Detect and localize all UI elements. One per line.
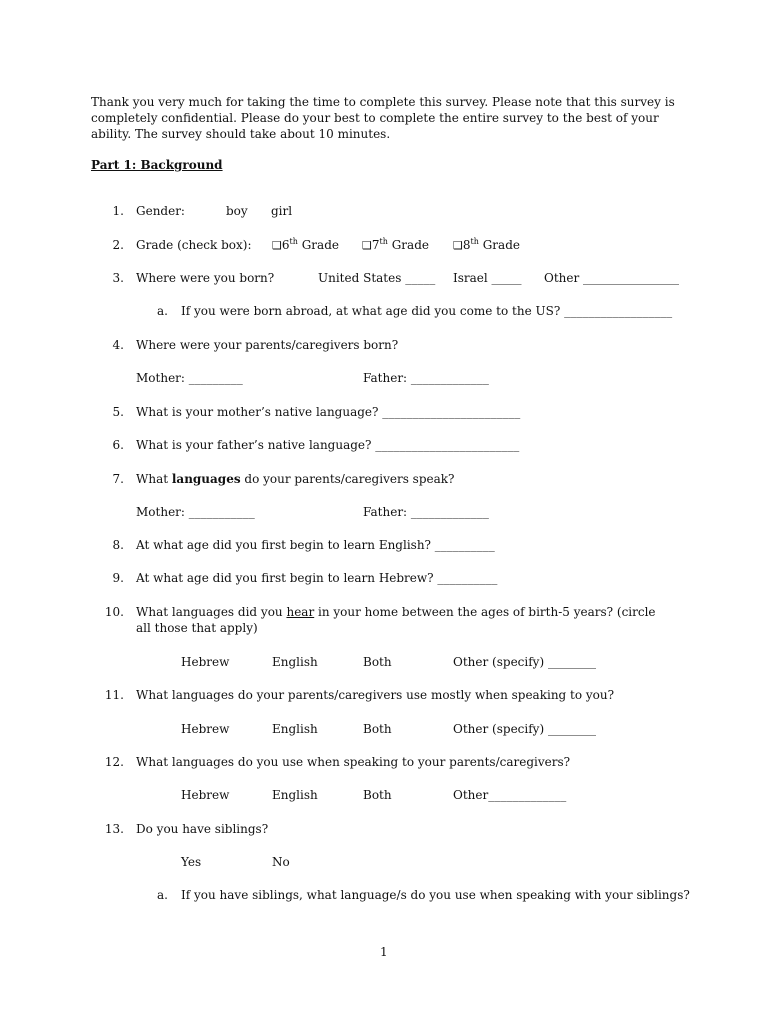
question-letter: a.: [157, 888, 168, 902]
option-other[interactable]: Other (specify) ________: [453, 655, 596, 669]
option-no[interactable]: No: [272, 855, 290, 869]
mother-field[interactable]: Mother: _________: [136, 371, 243, 385]
option-girl[interactable]: girl: [271, 204, 293, 218]
question-number: 6.: [112, 438, 124, 452]
question-number: 8.: [112, 538, 124, 552]
part-title: Part 1: Background: [91, 158, 223, 172]
question-label: What languages do you use when speaking to your parents/caregivers?: [136, 755, 571, 769]
option-both[interactable]: Both: [363, 655, 392, 669]
question-label: [136, 471, 454, 487]
question-label: Do you have siblings?: [136, 822, 269, 836]
grade-word: Grade: [482, 238, 520, 252]
question-label: If you have siblings, what language/s do you use when speaking with your siblings?: [181, 888, 690, 902]
option-hebrew[interactable]: Hebrew: [181, 722, 230, 736]
checkbox-icon: ❑: [272, 239, 282, 252]
question-label: What languages do your parents/caregivers use mostly when speaking to you?: [136, 688, 615, 702]
ordinal-suffix: th: [289, 237, 298, 246]
option-hebrew[interactable]: Hebrew: [181, 655, 230, 669]
question-number: 5.: [112, 405, 124, 419]
grade-number: 8: [462, 238, 471, 252]
question-label: Grade (check box):: [136, 238, 252, 252]
question-number: 13.: [104, 822, 124, 836]
grade-number: 6: [281, 238, 290, 252]
label-emphasis: languages: [171, 472, 241, 486]
label-part: do your parents/caregivers speak?: [240, 472, 455, 486]
question-number: 1.: [112, 204, 124, 218]
option-hebrew[interactable]: Hebrew: [181, 788, 230, 802]
question-number: 2.: [112, 238, 124, 252]
grade-number: 7: [371, 238, 380, 252]
question-letter: a.: [157, 304, 168, 318]
father-field[interactable]: Father: _____________: [363, 505, 489, 519]
option-both[interactable]: Both: [363, 722, 392, 736]
ordinal-suffix: th: [379, 237, 388, 246]
label-part: What: [136, 472, 172, 486]
intro-paragraph: Thank you very much for taking the time to complete this survey. Please note that this survey is completely confidential. Please do your best to complete the entire survey to the best of your ability. The survey should take about 10 minutes.: [91, 95, 675, 141]
father-field[interactable]: Father: _____________: [363, 371, 489, 385]
option-both[interactable]: Both: [363, 788, 392, 802]
option-other[interactable]: Other (specify) ________: [453, 722, 596, 736]
question-label[interactable]: What is your mother’s native language? _______________________: [136, 405, 521, 419]
option-united-states[interactable]: United States _____: [318, 271, 436, 285]
option-boy[interactable]: boy: [226, 204, 248, 218]
option-yes[interactable]: Yes: [181, 855, 202, 869]
page-number: 1: [380, 945, 388, 959]
question-label[interactable]: At what age did you first begin to learn English? __________: [136, 538, 495, 552]
question-label: Gender:: [136, 204, 185, 218]
question-number: 4.: [112, 338, 124, 352]
checkbox-icon: ❑: [453, 239, 463, 252]
option-israel[interactable]: Israel _____: [453, 271, 522, 285]
grade-6-checkbox[interactable]: [272, 237, 339, 254]
question-label: [136, 604, 666, 636]
question-number: 9.: [112, 571, 124, 585]
grade-7-checkbox[interactable]: [362, 237, 429, 254]
checkbox-icon: ❑: [362, 239, 372, 252]
question-number: 10.: [104, 605, 124, 619]
question-label[interactable]: If you were born abroad, at what age did you come to the US? __________________: [181, 304, 673, 318]
grade-word: Grade: [391, 238, 429, 252]
label-emphasis: hear: [286, 605, 315, 619]
question-number: 11.: [104, 688, 124, 702]
option-english[interactable]: English: [272, 788, 318, 802]
question-number: 3.: [112, 271, 124, 285]
question-number: 12.: [104, 755, 124, 769]
ordinal-suffix: th: [470, 237, 479, 246]
option-english[interactable]: English: [272, 655, 318, 669]
label-part: What languages did you: [136, 605, 287, 619]
grade-word: Grade: [301, 238, 339, 252]
option-english[interactable]: English: [272, 722, 318, 736]
option-other[interactable]: Other ________________: [544, 271, 680, 285]
question-number: 7.: [112, 472, 124, 486]
grade-8-checkbox[interactable]: [453, 237, 520, 254]
question-label: Where were your parents/caregivers born?: [136, 338, 399, 352]
question-label[interactable]: At what age did you first begin to learn Hebrew? __________: [136, 571, 498, 585]
option-other[interactable]: Other_____________: [453, 788, 567, 802]
question-label[interactable]: What is your father’s native language? ________________________: [136, 438, 520, 452]
question-label: Where were you born?: [136, 271, 275, 285]
label-part: in your home between the ages of birth-5 years? (circle all those that apply): [136, 605, 656, 635]
mother-field[interactable]: Mother: ___________: [136, 505, 255, 519]
